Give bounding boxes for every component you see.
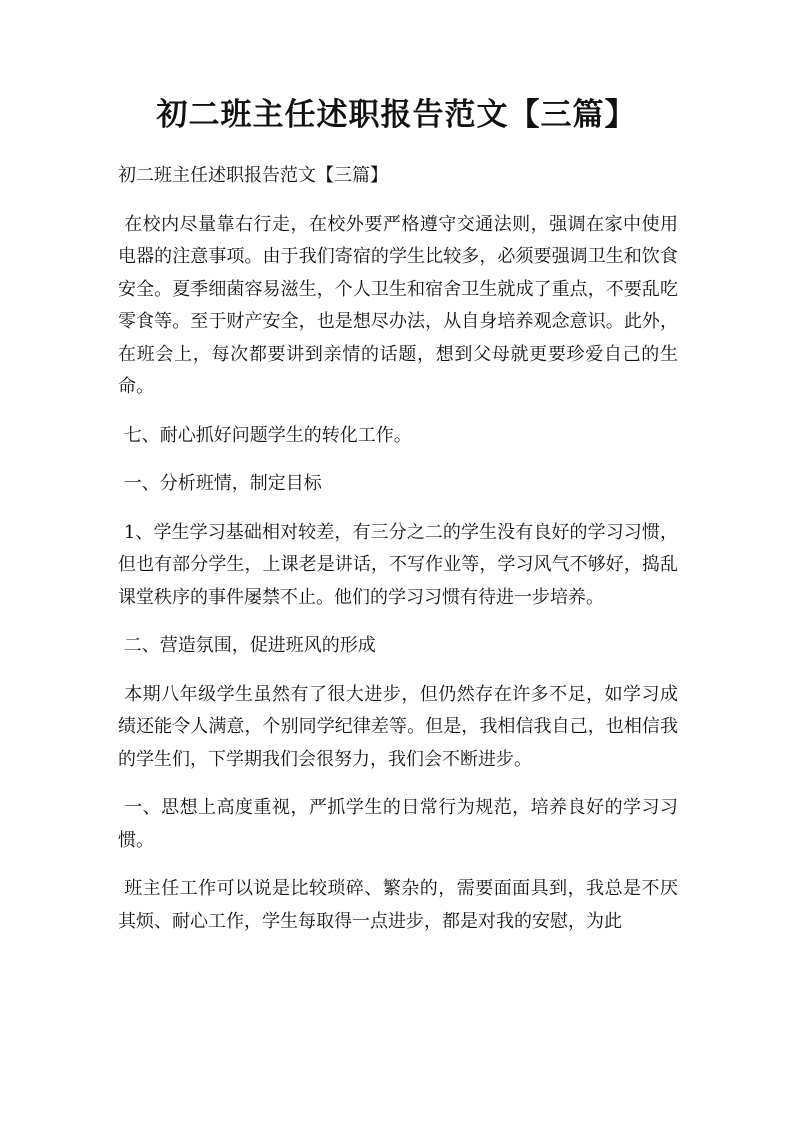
paragraph-heading-two: 二、营造氛围，促进班风的形成 xyxy=(118,635,376,656)
document-title: 初二班主任述职报告范文【三篇】 xyxy=(156,97,637,133)
paragraph-subtitle: 初二班主任述职报告范文【三篇】 xyxy=(118,165,388,186)
paragraph-progress: 本期八年级学生虽然有了很大进步，但仍然存在许多不足，如学习成绩还能令人满意，个别同学纪律差等。但是，我相信我自己，也相信我的学生们，下学期我们会很努力，我们会不断进步。 xyxy=(118,683,678,770)
paragraph-teacher-work: 班主任工作可以说是比较琐碎、繁杂的，需要面面具到，我总是不厌其烦、耐心工作，学生每取得一点进步，都是对我的安慰，为此 xyxy=(118,878,678,932)
paragraph-heading-one: 一、分析班情，制定目标 xyxy=(118,473,322,494)
paragraph-safety: 在校内尽量靠右行走，在校外要严格遵守交通法则，强调在家中使用电器的注意事项。由于我们寄宿的学生比较多，必须要强调卫生和饮食安全。夏季细菌容易滋生，个人卫生和宿舍卫生就成了重点，不要乱吃零食等。至于财产安全，也是想尽办法，从自身培养观念意识。此外，在班会上，每次都要讲到亲情的话题，想到父母就更要珍爱自己的生命。 xyxy=(118,213,678,397)
paragraph-learning-habits: 1、学生学习基础相对较差，有三分之二的学生没有良好的学习习惯，但也有部分学生，上课老是讲话，不写作业等，学习风气不够好，捣乱课堂秩序的事件屡禁不止。他们的学习习惯有待进一步培养。 xyxy=(118,521,678,608)
document-body xyxy=(118,160,678,938)
paragraph-heading-seven: 七、耐心抓好问题学生的转化工作。 xyxy=(118,424,412,446)
paragraph-heading-one-thought: 一、思想上高度重视，严抓学生的日常行为规范，培养良好的学习习惯。 xyxy=(118,797,678,851)
